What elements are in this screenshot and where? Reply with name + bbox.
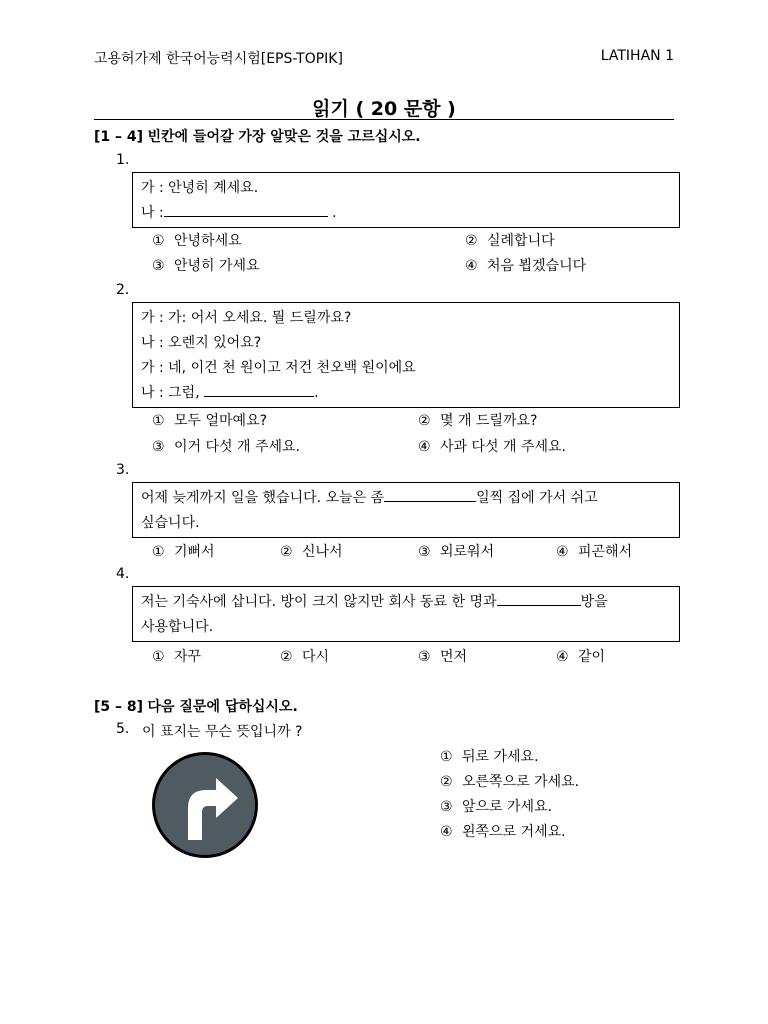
option-text: 앞으로 가세요. — [462, 799, 553, 815]
option-text: 외로워서 — [440, 544, 495, 560]
option-text: 다시 — [302, 649, 330, 665]
question-2-option-1[interactable] — [152, 410, 267, 430]
option-mark: ④ — [465, 258, 478, 274]
option-text: 왼쪽으로 거세요. — [462, 824, 566, 840]
question-5-option-1[interactable] — [440, 746, 539, 766]
question-2-option-2[interactable] — [418, 410, 537, 430]
question-4-option-1[interactable] — [152, 646, 201, 666]
question-5-option-4[interactable] — [440, 821, 566, 841]
option-mark: ④ — [556, 544, 569, 560]
option-text: 사과 다섯 개 주세요. — [440, 439, 566, 455]
question-1-line-1: 가 : 안녕히 계세요. — [141, 180, 259, 196]
option-mark: ④ — [440, 824, 453, 840]
question-3-option-1[interactable] — [152, 541, 215, 561]
option-mark: ① — [152, 544, 165, 560]
option-mark: ② — [440, 774, 453, 790]
question-4-option-3[interactable] — [418, 646, 467, 666]
question-1-line-2 — [141, 201, 671, 226]
option-mark: ③ — [440, 799, 453, 815]
question-4-text-c: 사용합니다. — [141, 619, 214, 635]
question-1-option-2[interactable] — [465, 230, 555, 250]
question-3-option-4[interactable] — [556, 541, 632, 561]
option-mark: ② — [418, 413, 431, 429]
question-4-blank — [497, 591, 581, 606]
option-text: 기뻐서 — [174, 544, 215, 560]
option-text: 뒤로 가세요. — [462, 749, 539, 765]
question-5-text: 이 표지는 무슨 뜻입니까 ? — [142, 724, 303, 740]
option-text: 이거 다섯 개 주세요. — [174, 439, 300, 455]
question-4-line-1 — [141, 590, 671, 615]
option-text: 피곤해서 — [578, 544, 633, 560]
question-2-number: 2. — [116, 282, 130, 298]
question-5-option-3[interactable] — [440, 796, 552, 816]
option-mark: ④ — [556, 649, 569, 665]
question-3-text-c: 싶습니다. — [141, 515, 200, 531]
option-mark: ① — [152, 413, 165, 429]
question-2-option-3[interactable] — [152, 436, 300, 456]
section-2-range: [5 – 8] — [94, 699, 144, 715]
option-text: 안녕하세요 — [174, 233, 242, 249]
section-1-range: [1 – 4] — [94, 129, 144, 145]
option-mark: ① — [152, 233, 165, 249]
question-2-blank — [204, 382, 314, 397]
page-title: 읽기 ( 20 문항 ) — [312, 98, 456, 120]
question-1-line-2-prefix: 나 : — [141, 205, 164, 221]
question-2-line-3: 가 : 네, 이건 천 원이고 저건 천오백 원이에요 — [141, 360, 416, 376]
question-1-option-3[interactable] — [152, 255, 260, 275]
option-text: 처음 뵙겠습니다 — [487, 258, 587, 274]
option-mark: ③ — [152, 258, 165, 274]
option-text: 먼저 — [440, 649, 468, 665]
option-mark: ③ — [152, 439, 165, 455]
question-1-number: 1. — [116, 152, 130, 168]
question-3-option-3[interactable] — [418, 541, 494, 561]
question-3-text-b: 일찍 집에 가서 쉬고 — [476, 490, 598, 506]
question-3-text-a: 어제 늦게까지 일을 했습니다. 오늘은 좀 — [141, 490, 385, 506]
question-1-blank — [164, 202, 328, 217]
header-exam-name: 고용허가제 한국어능력시험[EPS-TOPIK] — [94, 51, 343, 67]
question-3-option-2[interactable] — [280, 541, 343, 561]
option-mark: ② — [465, 233, 478, 249]
question-5-option-2[interactable] — [440, 771, 579, 791]
question-3-line-1 — [141, 486, 671, 511]
question-1-line-2-suffix: . — [332, 205, 337, 221]
option-text: 몇 개 드릴까요? — [440, 413, 538, 429]
right-turn-sign-image — [150, 750, 260, 860]
question-4-text-b: 방을 — [580, 594, 608, 610]
question-2-option-4[interactable] — [418, 436, 566, 456]
question-3-blank — [384, 487, 476, 502]
question-4-option-4[interactable] — [556, 646, 605, 666]
option-text: 신나서 — [302, 544, 343, 560]
question-1-dialog-box — [132, 172, 680, 228]
question-3-passage-box — [132, 482, 680, 538]
option-text: 같이 — [578, 649, 606, 665]
section-2-heading — [94, 696, 298, 716]
question-2-line-4-prefix: 나 : 그럼, — [141, 385, 200, 401]
section-2-instruction: 다음 질문에 답하십시오. — [147, 699, 298, 715]
question-1-option-4[interactable] — [465, 255, 586, 275]
question-2-line-1: 가 : 가: 어서 오세요. 뭘 드릴까요? — [141, 310, 352, 326]
question-4-text-a: 저는 기숙사에 삽니다. 방이 크지 않지만 회사 동료 한 명과 — [141, 594, 497, 610]
header-practice-label: LATIHAN 1 — [600, 48, 674, 64]
option-mark: ④ — [418, 439, 431, 455]
option-mark: ① — [152, 649, 165, 665]
option-text: 자꾸 — [174, 649, 202, 665]
option-mark: ③ — [418, 649, 431, 665]
question-2-line-4 — [141, 381, 671, 406]
option-mark: ③ — [418, 544, 431, 560]
question-3-number: 3. — [116, 462, 130, 478]
question-2-line-2: 나 : 오렌지 있어요? — [141, 335, 262, 351]
option-text: 오른쪽으로 가세요. — [462, 774, 580, 790]
question-4-number: 4. — [116, 566, 130, 582]
question-2-line-4-suffix: . — [314, 385, 319, 401]
section-1-heading — [94, 126, 421, 146]
option-mark: ② — [280, 649, 293, 665]
option-text: 모두 얼마예요? — [174, 413, 268, 429]
title-divider — [94, 119, 674, 120]
question-4-passage-box — [132, 586, 680, 642]
option-text: 실례합니다 — [487, 233, 555, 249]
option-mark: ① — [440, 749, 453, 765]
option-mark: ② — [280, 544, 293, 560]
section-1-instruction: 빈칸에 들어갈 가장 알맞은 것을 고르십시오. — [147, 129, 421, 145]
question-5-number: 5. — [116, 721, 130, 737]
option-text: 안녕히 가세요 — [174, 258, 260, 274]
question-2-dialog-box — [132, 302, 680, 408]
question-4-option-2[interactable] — [280, 646, 329, 666]
question-1-option-1[interactable] — [152, 230, 242, 250]
